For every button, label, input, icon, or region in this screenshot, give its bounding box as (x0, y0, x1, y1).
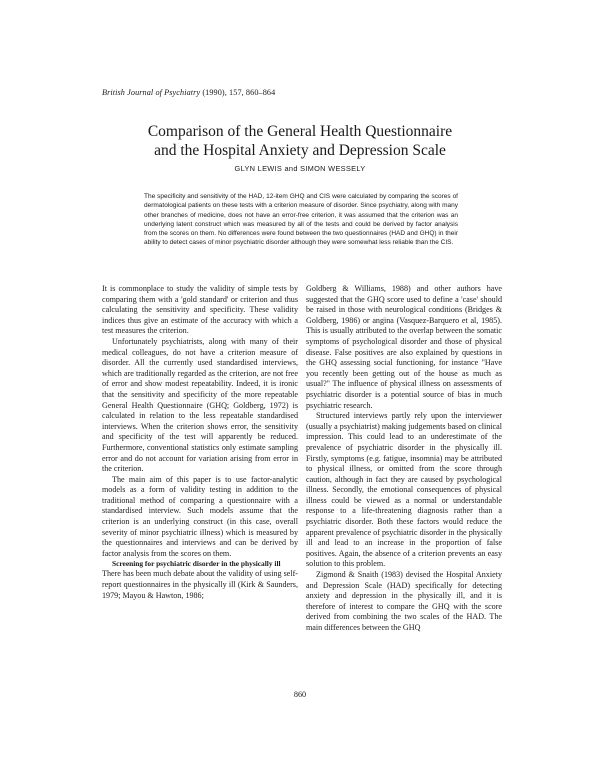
journal-volume-pages: (1990), 157, 860–864 (200, 88, 276, 97)
article-authors: GLYN LEWIS and SIMON WESSELY (234, 164, 366, 173)
title-line-1: Comparison of the General Health Questionnaire (147, 123, 453, 140)
paragraph: Zigmond & Snaith (1983) devised the Hospital Anxiety and Depression Scale (HAD) specifically for detecting anxiety and depression in the physically ill, and it is therefore of interest to compare the GHQ with the score derived from combining the two scales of the HAD. The main differences between the GHQ (306, 570, 502, 632)
paragraph: Goldberg & Williams, 1988) and other authors have suggested that the GHQ score used to define a 'case' should be raised in those with neurological conditions (Bridges & Goldberg, 1986) or angina (Vasquez-Barquero et al, 1985). This is usually attributed to the overlap between the somatic symptoms of psychological disorder and those of physical disease. False positives are also explained by questions in the GHQ assessing social functioning, for instance "Have you recently been getting out of the house as much as usual?" The influence of physical illness on assessments of psychiatric disorder is a potential source of bias in much psychiatric research. (306, 284, 502, 410)
title-line-2: and the Hospital Anxiety and Depression Scale (154, 142, 446, 159)
page-number: 860 (293, 690, 307, 699)
right-column (306, 284, 502, 634)
abstract: The specificity and sensitivity of the HAD, 12-item GHQ and CIS were calculated by comparing the scores of dermatological patients on these tests with a criterion measure of disorder. Since psychiatry, along with many other branches of medicine, does not have an error-free criterion, it was assumed that the criterion was an underlying latent construct which was measured by all of the tests and could be derived by factor analysis from the scores on them. No differences were found between the two questionnaires (HAD and GHQ) in their ability to detect cases of minor psychiatric disorder although they were somewhat less reliable than the CIS. (144, 193, 458, 247)
paragraph: Unfortunately psychiatrists, along with many of their medical colleagues, do not have a criterion measure of disorder. All the currently used standardised interviews, which are traditionally regarded as the criterion, are not free of error and show modest repeatability. Indeed, it is ironic that the sensitivity and specificity of the more repeatable General Health Questionnaire (GHQ; Goldberg, 1972) is calculated in relation to the less repeatable standardised interviews. When the criterion shows error, the sensitivity and specificity of the test will apparently be reduced. Furthermore, conventional statistics only estimate sampling error and do not account for variation arising from error in the criterion. (102, 336, 298, 474)
journal-citation (102, 88, 275, 97)
article-title (60, 122, 540, 160)
paragraph: It is commonplace to study the validity of simple tests by comparing them with a 'gold standard' or criterion and thus calculating the sensitivity and specificity. These validity indices thus give an estimate of the accuracy with which a test measures the criterion. (102, 284, 298, 336)
section-heading: Screening for psychiatric disorder in the physically ill (112, 559, 281, 569)
paragraph: There has been much debate about the validity of using self-report questionnaires in the physically ill (Kirk & Saunders, 1979; Mayou & Hawton, 1986; (102, 569, 298, 600)
paragraph: The main aim of this paper is to use factor-analytic models as a form of validity testing in addition to the traditional method of comparing a questionnaire with a standardised interview. Such models assume that the criterion is an underlying construct (in this case, overall severity of minor psychiatric illness) which is measured by the questionnaires and interviews and can be derived by factor analysis from the scores on them. (102, 474, 298, 558)
journal-name: British Journal of Psychiatry (102, 88, 201, 97)
paragraph: Structured interviews partly rely upon the interviewer (usually a psychiatrist) making judgements based on clinical impression. This could lead to an underestimate of the prevalence of psychiatric disorder in the physically ill. Firstly, symptoms (e.g. fatigue, insomnia) may be attributed to physical illness, or omitted from the score through caution, although in fact they are caused by psychological illness. Secondly, the emotional consequences of physical illness could be viewed as a normal or understandable response to a life-threatening diagnosis rather than a psychiatric disorder. Both these factors would reduce the apparent prevalence of psychiatric disorder in the physically ill and lead to an increase in the proportion of false positives. Again, the absence of a criterion prevents an easy solution to this problem. (306, 411, 502, 569)
left-column (102, 284, 298, 601)
